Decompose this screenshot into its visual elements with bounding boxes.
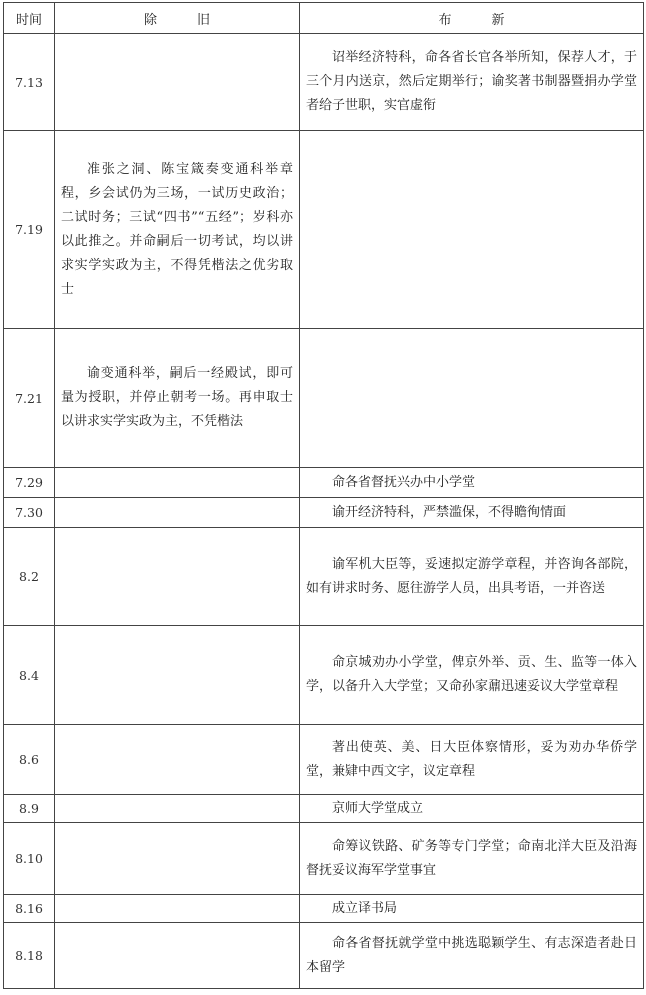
- row-remove-old: [55, 823, 300, 895]
- table-row: [4, 895, 644, 923]
- table-row: [4, 725, 644, 795]
- row-new-policy: [300, 626, 644, 725]
- reform-table: [3, 2, 644, 989]
- row-remove-old: [55, 34, 300, 131]
- table-row: [4, 626, 644, 725]
- row-new-policy: [300, 923, 644, 989]
- table-row: [4, 468, 644, 498]
- row-remove-old: [55, 329, 300, 468]
- row-new-policy-text: 成立译书局: [332, 900, 398, 916]
- row-new-policy: [300, 895, 644, 923]
- table-row: [4, 498, 644, 528]
- row-new-policy: [300, 528, 644, 626]
- row-remove-old: [55, 626, 300, 725]
- header-date: 时间: [4, 3, 55, 34]
- row-remove-old: [55, 528, 300, 626]
- row-new-policy-text: 命京城劝办小学堂，俾京外举、贡、生、监等一体入学，以备升入大学堂；又命孙家鼐迅速妥议大学堂章程: [306, 655, 637, 694]
- header-remove-old-part1: 除: [143, 12, 157, 28]
- row-new-policy: [300, 795, 644, 823]
- row-date: 7.21: [4, 329, 55, 468]
- row-new-policy-text: 诏举经济特科，命各省长官各举所知，保荐人才，于三个月内送京，然后定期举行；谕奖著书制器暨捐办学堂者给子世职，实官虚衔: [306, 50, 637, 113]
- row-remove-old: [55, 498, 300, 528]
- row-remove-old: [55, 725, 300, 795]
- row-date: 8.2: [4, 528, 55, 626]
- row-remove-old: [55, 795, 300, 823]
- row-remove-old: [55, 131, 300, 329]
- header-new-policy-part2: 新: [491, 12, 505, 28]
- row-date: 7.29: [4, 468, 55, 498]
- header-row: [4, 3, 644, 34]
- table-row: [4, 528, 644, 626]
- row-date: 8.4: [4, 626, 55, 725]
- row-date: 8.9: [4, 795, 55, 823]
- row-remove-old: [55, 923, 300, 989]
- row-new-policy-text: 京师大学堂成立: [332, 800, 424, 816]
- row-date: 7.19: [4, 131, 55, 329]
- row-date: 8.18: [4, 923, 55, 989]
- header-remove-old-part2: 旧: [197, 12, 211, 28]
- header-new-policy-part1: 布: [438, 12, 452, 28]
- row-date: 7.13: [4, 34, 55, 131]
- row-new-policy-text: 命各省督抚兴办中小学堂: [332, 474, 476, 490]
- table-row: [4, 34, 644, 131]
- header-new-policy: [300, 3, 644, 34]
- row-date: 8.10: [4, 823, 55, 895]
- row-new-policy-text: 著出使英、美、日大臣体察情形，妥为劝办华侨学堂，兼肄中西文字，议定章程: [306, 739, 637, 779]
- row-new-policy: [300, 498, 644, 528]
- row-new-policy-text: 命筹议铁路、矿务等专门学堂；命南北洋大臣及沿海督抚妥议海军学堂事宜: [306, 838, 637, 878]
- table-row: [4, 329, 644, 468]
- row-date: 7.30: [4, 498, 55, 528]
- row-date: 8.16: [4, 895, 55, 923]
- row-remove-old: [55, 895, 300, 923]
- header-remove-old: [55, 3, 300, 34]
- table-row: [4, 823, 644, 895]
- row-new-policy: [300, 131, 644, 329]
- row-new-policy-text: 谕军机大臣等，妥速拟定游学章程，并咨询各部院，如有讲求时务、愿往游学人员，出具考语，一并咨送: [306, 556, 637, 596]
- row-remove-old-text: 谕变通科举，嗣后一经殿试，即可量为授职，并停止朝考一场。再申取士以讲求实学实政为主，不凭楷法: [61, 366, 293, 429]
- row-new-policy: [300, 725, 644, 795]
- table-row: [4, 923, 644, 989]
- row-new-policy-text: 命各省督抚就学堂中挑选聪颖学生、有志深造者赴日本留学: [306, 935, 637, 975]
- row-remove-old: [55, 468, 300, 498]
- table-row: [4, 795, 644, 823]
- row-date: 8.6: [4, 725, 55, 795]
- row-new-policy: [300, 823, 644, 895]
- row-new-policy-text: 谕开经济特科，严禁滥保，不得瞻徇情面: [332, 504, 567, 520]
- row-new-policy: [300, 468, 644, 498]
- row-new-policy: [300, 329, 644, 468]
- row-new-policy: [300, 34, 644, 131]
- row-remove-old-text: 准张之洞、陈宝箴奏变通科举章程，乡会试仍为三场，一试历史政治；二试时务；三试“四书”“五经”；岁科亦以此推之。并命嗣后一切考试，均以讲求实学实政为主，不得凭楷法之优劣取士: [61, 161, 293, 297]
- table-row: [4, 131, 644, 329]
